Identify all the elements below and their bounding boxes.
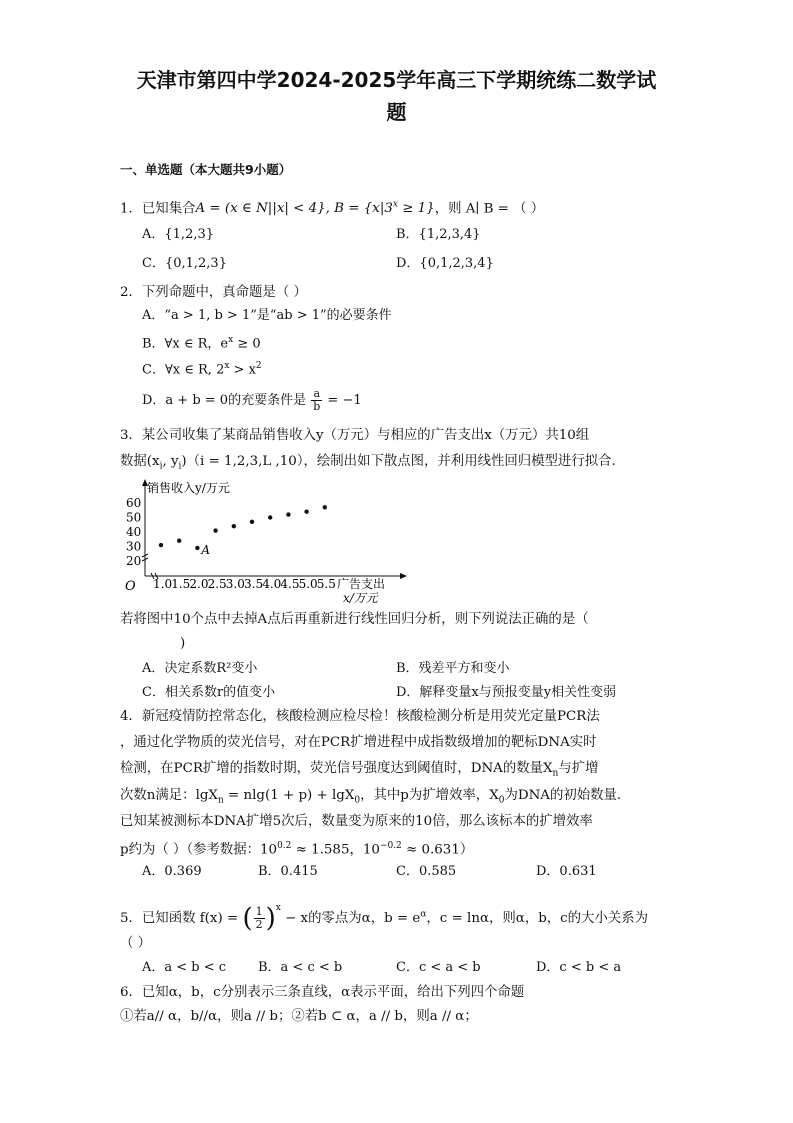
q4-line4-mid: = nlg(1 + p) + lgX (223, 788, 355, 803)
q5-option-c: C．c < a < b (396, 960, 481, 975)
question-4-line-3 (120, 759, 599, 784)
q4-line4-sub2: 0 (354, 795, 361, 806)
q3-line2-post: )（i = 1,2,3,L ,10），绘制出如下散点图，并利用线性回归模型进行拟合. (181, 454, 616, 469)
q2-opt-d-num: a (311, 388, 322, 401)
data-point (323, 505, 327, 509)
data-point (304, 510, 308, 514)
question-4-line-5: 已知某被测标本DNA扩增5次后，数量变为原来的10倍，那么该标本的扩增效率 (120, 814, 593, 829)
q1-set-sup: x (392, 200, 398, 210)
q4-line4-sub: n (217, 795, 224, 806)
q4-line6-mid: ≈ 1.585，10 (291, 842, 380, 858)
q5-post: − x的零点为α，b = e (280, 911, 421, 926)
q5-den: 2 (255, 918, 263, 931)
q2-opt-b-sup: x (228, 335, 234, 345)
q1-text-a: 1．已知集合 (120, 201, 196, 217)
q4-option-c: C．0.585 (396, 864, 457, 879)
q4-line4-sub3: 0 (498, 795, 505, 806)
q4-line6-sup2: −0.2 (379, 841, 402, 851)
q5-num: 1 (255, 905, 263, 918)
q2-opt-c-mid: > x (229, 362, 256, 378)
y-axis-label: 销售收入y/万元 (147, 481, 230, 495)
q5-sup: x (275, 903, 281, 913)
x-tick-label: 2.5 (207, 577, 227, 591)
y-tick-label: 50 (126, 510, 142, 525)
x-axis-label-line-2: x/万元 (343, 591, 378, 605)
data-point (159, 543, 163, 547)
x-tick-label: 5.5 (316, 577, 336, 591)
q4-option-b: B．0.415 (258, 864, 318, 879)
q5-option-d: D．c < b < a (536, 960, 622, 975)
q4-line3-sub: n (552, 768, 559, 779)
q4-line4-pre: 次数n满足：lgX (120, 788, 218, 803)
q4-line4-post: ，其中p为扩增效率，X (360, 788, 499, 803)
x-tick-label: 4.5 (280, 577, 300, 591)
x-axis-label-line-1: 广告支出 (337, 577, 386, 591)
q2-opt-d-fraction (311, 388, 322, 413)
q4-option-a: A．0.369 (142, 864, 202, 879)
question-6-line-2: ①若a// α，b//α，则a // b；②若b ⊂ α，a // b，则a // α； (120, 1009, 478, 1024)
data-point (213, 528, 217, 532)
exam-title (100, 64, 693, 128)
q2-opt-d-den: b (313, 400, 321, 413)
q2-opt-d-pre: D．a + b = 0的充要条件是 (142, 393, 307, 408)
q2-option-b (142, 330, 261, 354)
q5-post2: ，c = lnα，则α，b，c的大小关系为 (426, 911, 649, 926)
q1-text-b: ，则 A∣ B = （ ） (434, 201, 545, 217)
x-tick-label: 3.5 (244, 577, 264, 591)
q3-option-a: A．决定系数R²变小 (142, 661, 258, 676)
q2-option-a: A．“a > 1, b > 1”是“ab > 1”的必要条件 (142, 308, 392, 323)
scatter-chart (115, 478, 405, 608)
question-4-line-6 (120, 836, 473, 860)
q1-set-a: A = (x ∈ N||x| < 4}, B = {x|3 (195, 201, 393, 217)
q3-line2-mid: , y (162, 454, 179, 469)
q4-line4-end: 为DNA的初始数量. (504, 788, 622, 803)
q1-option-d: D．{0,1,2,3,4} (396, 256, 494, 271)
y-tick-label: 60 (126, 496, 142, 510)
question-1-stem (120, 195, 544, 219)
data-point (268, 515, 272, 519)
q5-pre: 5．已知函数 f(x) = (120, 911, 239, 926)
q2-opt-c-sup2: 2 (255, 361, 262, 371)
q2-opt-b-post: ≥ 0 (233, 336, 261, 352)
x-tick-label: 3.0 (225, 577, 245, 591)
q3-line2-pre: 数据(x (120, 454, 160, 469)
data-point (195, 546, 199, 550)
q4-line6-post: ≈ 0.631） (401, 842, 474, 858)
q3-option-c: C．相关系数r的值变小 (142, 685, 276, 700)
x-tick-label: 1.0 (153, 577, 173, 591)
question-4-line-2: ，通过化学物质的荧光信号，对在PCR扩增进程中成指数级增加的靶标DNA实时 (120, 735, 597, 750)
q5-option-b: B．a < c < b (258, 960, 343, 975)
x-tick-label: 5.0 (298, 577, 318, 591)
title-line-2: 题 (386, 100, 407, 124)
q5-paren-close: ) (265, 903, 276, 934)
q3-option-b: B．残差平方和变小 (396, 661, 510, 676)
q2-option-c (142, 356, 262, 380)
title-line-1: 天津市第四中学2024-2025学年高三下学期统练二数学试 (136, 68, 657, 92)
q4-line6-sup1: 0.2 (277, 841, 292, 851)
y-tick-label: 30 (126, 539, 142, 554)
point-a-label: A (201, 542, 211, 557)
q1-option-b: B．{1,2,3,4} (396, 227, 481, 242)
q3-sub-1: i (159, 461, 163, 472)
data-point (250, 520, 254, 524)
section-heading: 一、单选题（本大题共9小题） (120, 162, 292, 177)
x-tick-label: 1.5 (171, 577, 191, 591)
q2-opt-d-post: = −1 (327, 393, 362, 408)
question-3-line-2 (120, 452, 616, 477)
data-point (286, 512, 290, 516)
q4-line6-pre: p约为（ ）（参考数据：10 (120, 842, 278, 858)
question-3-paren: ) (180, 636, 186, 651)
q1-set-b: ≥ 1} (397, 201, 435, 217)
data-point (177, 539, 181, 543)
q5-option-a: A．a < b < c (142, 960, 227, 975)
q2-opt-c-pre: C．∀x ∈ R, 2 (142, 362, 225, 378)
q1-option-a: A．{1,2,3} (142, 227, 215, 242)
question-5-line-1 (120, 898, 648, 932)
x-axis-arrow (400, 573, 407, 579)
q4-line3-pre: 检测，在PCR扩增的指数时期，荧光信号强度达到阈值时，DNA的数量X (120, 761, 553, 776)
q4-option-d: D．0.631 (536, 864, 597, 879)
question-4-line-1: 4．新冠疫情防控常态化，核酸检测应检尽检！核酸检测分析是用荧光定量PCR法 (120, 709, 600, 724)
question-6-line-1: 6．已知α，b，c分别表示三条直线，α表示平面，给出下列四个命题 (120, 985, 525, 1000)
q2-opt-c-sup: x (224, 361, 230, 371)
q2-option-d (142, 388, 362, 413)
x-tick-label: 2.0 (189, 577, 209, 591)
q1-option-c: C．{0,1,2,3} (142, 256, 227, 271)
q3-option-d: D．解释变量x与预报变量y相关性变弱 (396, 685, 617, 700)
question-3-follow-up: 若将图中10个点中去掉A点后再重新进行线性回归分析，则下列说法正确的是（ (120, 612, 589, 627)
x-tick-label: 4.0 (262, 577, 282, 591)
y-tick-label: 40 (126, 525, 142, 539)
question-4-line-4 (120, 786, 621, 811)
q4-line3-post: 与扩增 (558, 761, 599, 776)
question-2-stem: 2．下列命题中，真命题是（ ） (120, 285, 307, 300)
q2-opt-b-pre: B．∀x ∈ R，e (142, 336, 229, 352)
q5-paren-open: ( (242, 903, 253, 934)
question-5-line-2: （ ） (120, 936, 152, 951)
q5-sup2: α (420, 909, 427, 920)
origin-label: O (125, 579, 136, 594)
question-3-line-1: 3．某公司收集了某商品销售收入y（万元）与相应的广告支出x（万元）共10组 (120, 428, 590, 443)
q5-fraction (254, 906, 265, 931)
y-tick-label: 20 (126, 554, 142, 568)
data-point (232, 524, 236, 528)
q3-sub-2: i (178, 461, 182, 472)
